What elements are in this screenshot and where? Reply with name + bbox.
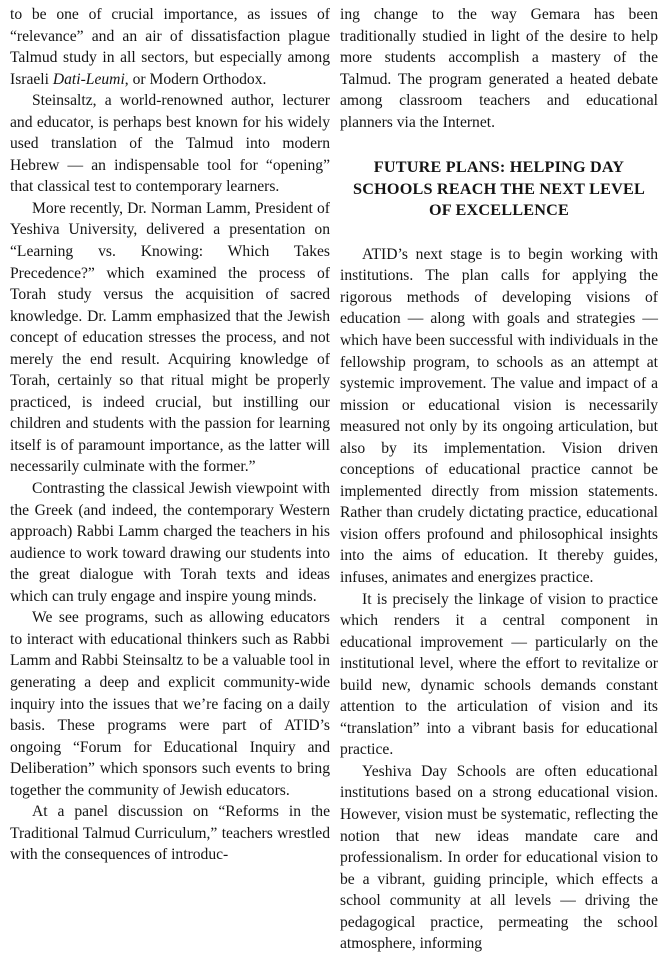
left-column (10, 4, 330, 866)
right-paragraph-3: It is precisely the linkage of vision to practice which renders it a central component in educational improvement — particularly on the institutional level, where the effort to revitalize or build new, dynamic schools demands constant attention to the articulation of vision and its “translation” into a vibrant basis for educational practice. (340, 590, 658, 759)
left-paragraph-5: We see programs, such as allowing educators to interact with educational thinkers such as Rabbi Lamm and Rabbi Steinsaltz to be a valuable tool in generating a deep and explicit community-wide inquiry into the issues that we’re facing on a daily basis. These programs were part of ATID’s ongoing “Forum for Educational Inquiry and Deliberation” which sponsors such events to bring together the community of Jewish educators. (10, 609, 330, 799)
left-paragraph-4: Contrasting the classical Jewish viewpoint with the Greek (and indeed, the contemporary Western approach) Rabbi Lamm charged the teachers in his audience to work toward drawing our students into the great dialogue with Torah texts and ideas which can truly engage and inspire young minds. (10, 480, 330, 605)
left-paragraph-6: At a panel discussion on “Reforms in the Traditional Talmud Curriculum,” teachers wrestled with the consequences of introduc- (10, 803, 330, 864)
right-paragraph-4: Yeshiva Day Schools are often educational institutions based on a strong educational vision. However, vision must be systematic, reflecting the notion that new ideas mandate care and professionalism. In order for educational vision to be a vibrant, guiding principle, which effects a school community at all levels — driving the pedagogical practice, permeating the school atmosphere, informing (340, 762, 658, 953)
left-paragraph-2: Steinsaltz, a world-renowned author, lecturer and educator, is perhaps best known for his widely used translation of the Talmud into modern Hebrew — an indispensable tool for “opening” that classical test to contemporary learners. (10, 92, 330, 196)
left-p1-text: to be one of crucial importance, as issues of “relevance” and an air of dissatisfaction plague Talmud study in all sectors, but especially among Israeli (10, 6, 330, 88)
left-paragraph-1 (10, 4, 330, 90)
right-column (340, 4, 658, 955)
section-heading: FUTURE PLANS: HELPING DAY SCHOOLS REACH THE NEXT LEVEL OF EXCELLENCE (353, 158, 645, 220)
right-paragraph-1: ing change to the way Gemara has been traditionally studied in light of the desire to help more students accomplish a mastery of the Talmud. The program generated a heated debate among classroom teachers and educational planners via the Internet. (340, 6, 658, 131)
left-p1-italic: Dati-Leumi (52, 70, 125, 88)
right-paragraph-2: ATID’s next stage is to begin working with institutions. The plan calls for applying the rigorous methods of developing visions of education — along with goals and strategies — which have been successful with individuals in the fellowship program, to schools as an attempt at systemic improvement. The value and impact of a mission or educational vision is necessarily measured not only by its ongoing articulation, but also by its implementation. Vision driven conceptions of educational practice cannot be implemented directly from mission statements. Rather than crudely dictating practice, educational vision offers profound and philosophical insights into the aims of education. It thereby guides, infuses, animates and energizes practice. (340, 245, 658, 586)
left-paragraph-3: More recently, Dr. Norman Lamm, President of Yeshiva University, delivered a presentation on “Learning vs. Knowing: Which Takes Precedence?” which examined the process of Torah study versus the acquisition of sacred knowledge. Dr. Lamm emphasized that the Jewish concept of education stresses the process, and not merely the end result. Acquiring knowledge of Torah, certainly so that ritual might be properly practiced, is indeed crucial, but instilling our children and students with the passion for learning itself is of paramount importance, as the latter will necessarily culminate with the former.” (10, 199, 330, 476)
left-p1-end: , or Modern Orthodox. (124, 70, 267, 88)
